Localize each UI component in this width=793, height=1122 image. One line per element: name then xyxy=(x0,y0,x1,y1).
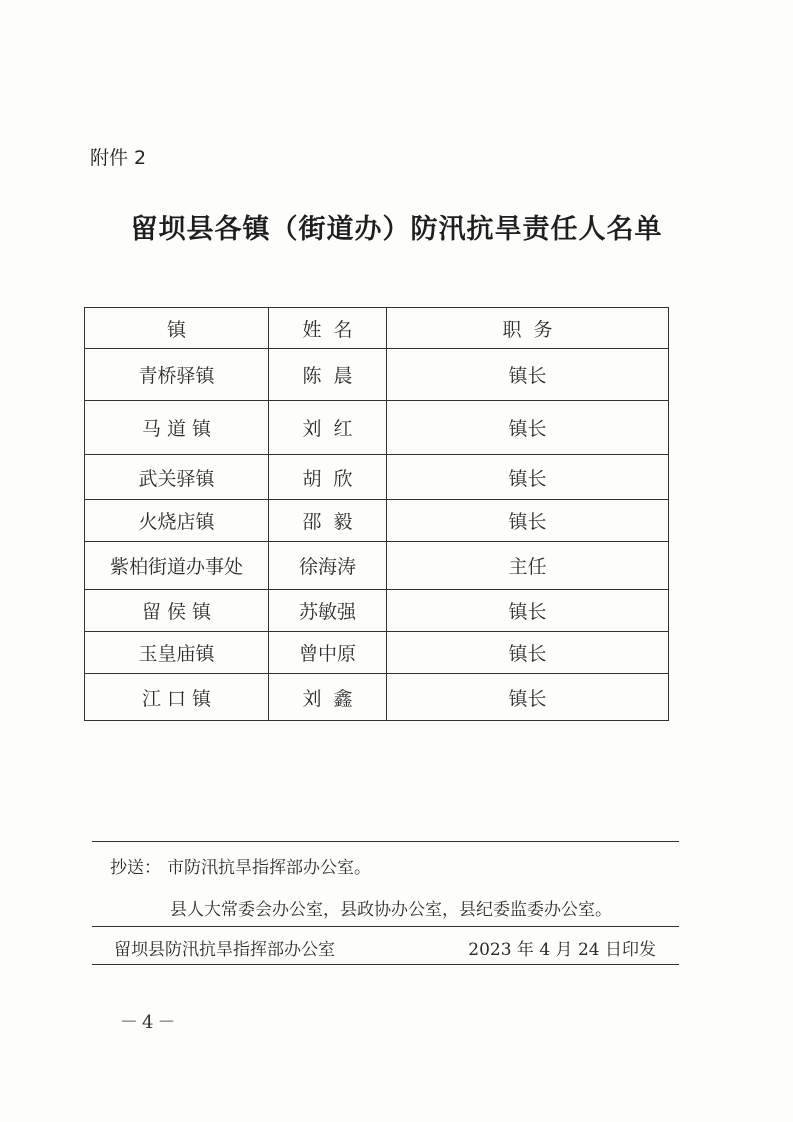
table-row xyxy=(85,500,669,542)
cell-position: 镇长 xyxy=(387,500,669,542)
attachment-label: 附件 2 xyxy=(90,147,147,169)
cell-position: 镇长 xyxy=(387,590,669,632)
cell-name: 邵 毅 xyxy=(269,500,387,542)
table-header-row xyxy=(85,308,669,349)
cell-position: 主任 xyxy=(387,542,669,590)
cell-town: 武关驿镇 xyxy=(85,455,269,500)
cell-position: 镇长 xyxy=(387,401,669,455)
footer-top-rule xyxy=(92,841,679,842)
cell-town: 马 道 镇 xyxy=(85,401,269,455)
cell-town: 紫柏街道办事处 xyxy=(85,542,269,590)
cc-recipient-1: 市防汛抗旱指挥部办公室。 xyxy=(167,858,371,878)
cell-position: 镇长 xyxy=(387,455,669,500)
cell-name: 苏敏强 xyxy=(269,590,387,632)
table-row xyxy=(85,455,669,500)
table-row xyxy=(85,632,669,674)
cell-name: 徐海涛 xyxy=(269,542,387,590)
page-number: －4－ xyxy=(120,1012,180,1033)
cell-town: 火烧店镇 xyxy=(85,500,269,542)
cell-town: 青桥驿镇 xyxy=(85,349,269,401)
issue-date: 2023 年 4 月 24 日印发 xyxy=(468,940,656,960)
cell-name: 刘 红 xyxy=(269,401,387,455)
header-name: 姓 名 xyxy=(269,308,387,349)
cell-name: 胡 欣 xyxy=(269,455,387,500)
header-town: 镇 xyxy=(85,308,269,349)
cell-position: 镇长 xyxy=(387,349,669,401)
footer-mid-rule xyxy=(92,926,679,927)
table-row xyxy=(85,590,669,632)
cc-recipient-2: 县人大常委会办公室，县政协办公室，县纪委监委办公室。 xyxy=(170,900,612,920)
cell-town: 江 口 镇 xyxy=(85,674,269,721)
cell-position: 镇长 xyxy=(387,632,669,674)
cell-name: 曾中原 xyxy=(269,632,387,674)
cell-name: 刘 鑫 xyxy=(269,674,387,721)
cell-name: 陈 晨 xyxy=(269,349,387,401)
document-title: 留坝县各镇（街道办）防汛抗旱责任人名单 xyxy=(130,214,663,245)
table-row xyxy=(85,674,669,721)
issuer: 留坝县防汛抗旱指挥部办公室 xyxy=(114,940,335,960)
responsibility-table xyxy=(84,307,669,721)
table-row xyxy=(85,401,669,455)
cell-position: 镇长 xyxy=(387,674,669,721)
cc-line-1 xyxy=(110,853,371,878)
cell-town: 留 侯 镇 xyxy=(85,590,269,632)
footer-bottom-rule xyxy=(92,964,679,965)
table-row xyxy=(85,349,669,401)
cell-town: 玉皇庙镇 xyxy=(85,632,269,674)
header-position: 职 务 xyxy=(387,308,669,349)
table-row xyxy=(85,542,669,590)
cc-label: 抄送： xyxy=(110,858,161,878)
